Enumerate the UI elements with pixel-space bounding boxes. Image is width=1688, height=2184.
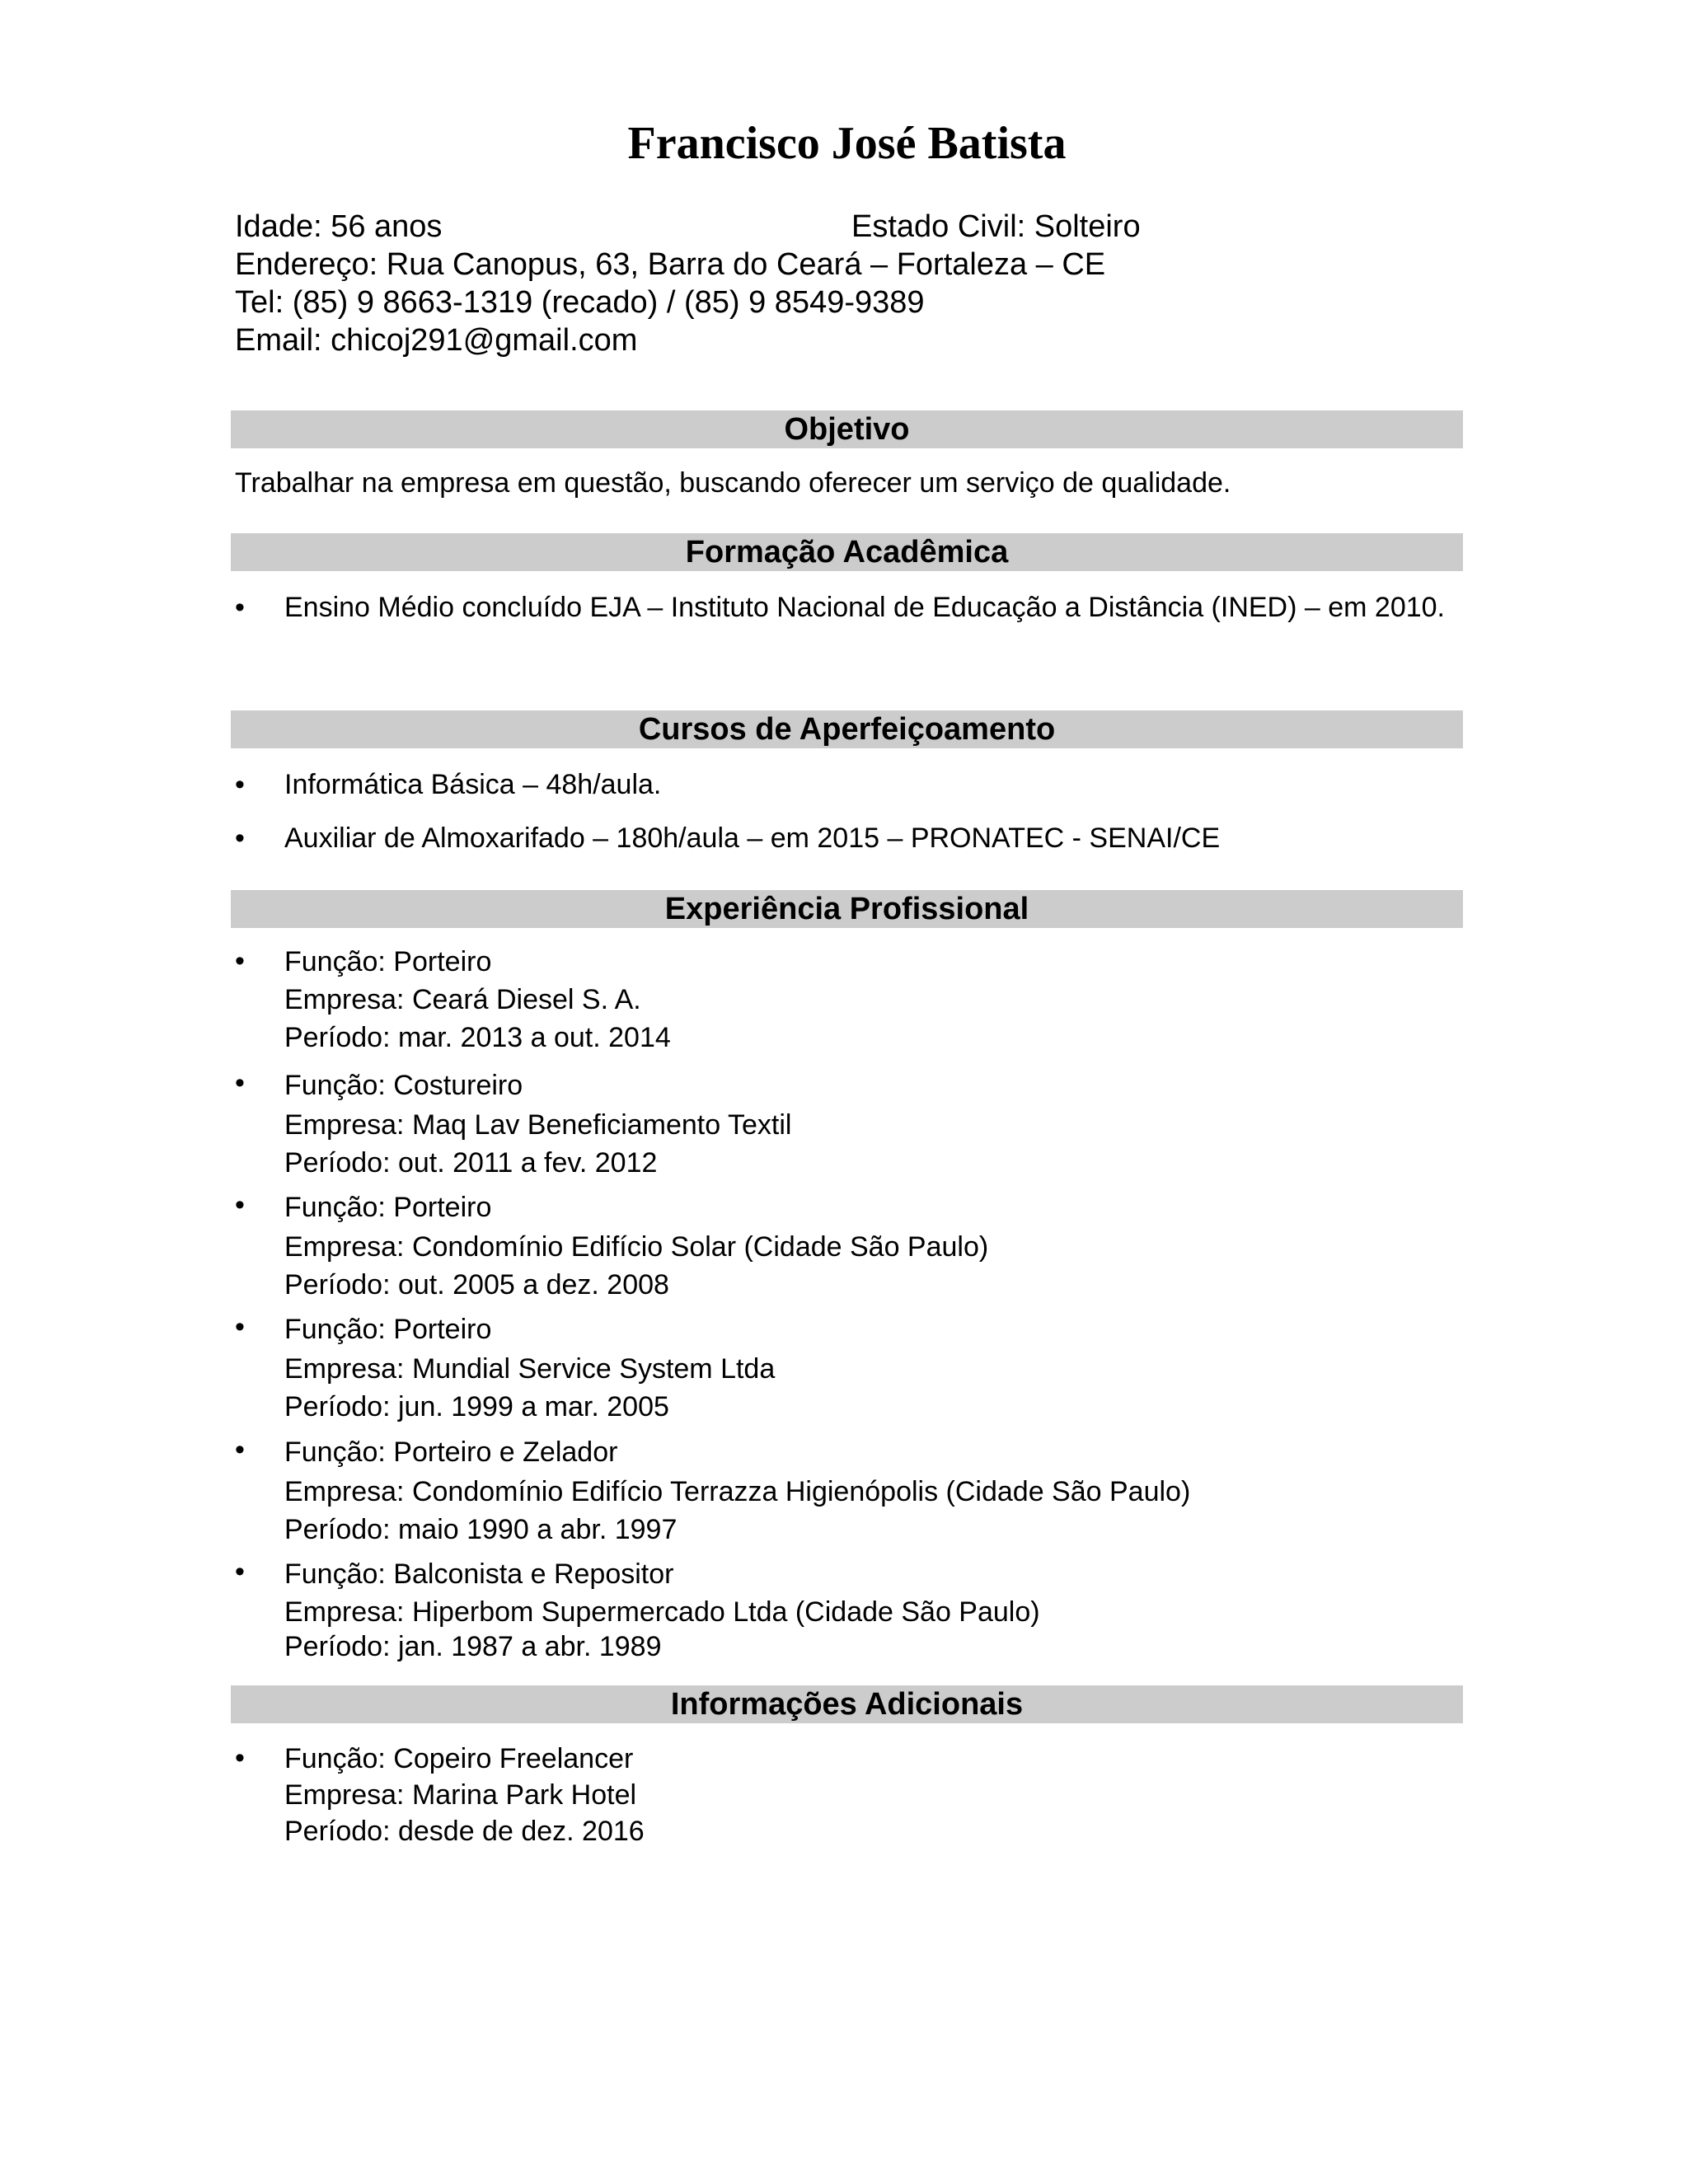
experience-period: Período: out. 2005 a dez. 2008 — [284, 1269, 669, 1301]
experience-company: Empresa: Maq Lav Beneficiamento Textil — [284, 1109, 792, 1141]
marital-status-text: Estado Civil: Solteiro — [851, 209, 1141, 244]
bullet-icon: • — [235, 1311, 245, 1343]
bullet-icon: • — [235, 945, 245, 977]
additional-period: Período: desde de dez. 2016 — [284, 1816, 645, 1847]
bullet-icon: • — [235, 1556, 245, 1587]
bullet-icon: • — [235, 769, 245, 800]
experience-company: Empresa: Mundial Service System Ltda — [284, 1353, 776, 1385]
experience-role: Função: Porteiro — [284, 946, 492, 977]
bullet-icon: • — [235, 592, 245, 623]
experience-period: Período: jan. 1987 a abr. 1989 — [284, 1631, 662, 1662]
course-item: Informática Básica – 48h/aula. — [284, 769, 662, 800]
experience-company: Empresa: Condomínio Edifício Terrazza Higienópolis (Cidade São Paulo) — [284, 1476, 1191, 1507]
experience-period: Período: jun. 1999 a mar. 2005 — [284, 1391, 669, 1422]
experience-item — [284, 944, 671, 1056]
experience-company: Empresa: Hiperbom Supermercado Ltda (Cidade São Paulo) — [284, 1596, 1040, 1628]
course-item: Auxiliar de Almoxarifado – 180h/aula – em 2015 – PRONATEC - SENAI/CE — [284, 823, 1221, 854]
email-text: Email: chicoj291@gmail.com — [235, 323, 638, 358]
experience-item — [284, 1066, 791, 1181]
address-text: Endereço: Rua Canopus, 63, Barra do Ceará – Fortaleza – CE — [235, 247, 1106, 282]
experience-company: Empresa: Ceará Diesel S. A. — [284, 984, 641, 1015]
bullet-icon: • — [235, 1742, 245, 1774]
experience-item — [284, 1432, 1190, 1548]
experience-heading: Experiência Profissional — [231, 890, 1463, 928]
additional-company: Empresa: Marina Park Hotel — [284, 1779, 637, 1811]
person-name: Francisco José Batista — [627, 118, 1067, 169]
experience-role: Função: Porteiro — [284, 1192, 492, 1223]
bullet-icon: • — [235, 823, 245, 854]
experience-item — [284, 1554, 1040, 1663]
experience-company: Empresa: Condomínio Edifício Solar (Cidade São Paulo) — [284, 1231, 989, 1263]
experience-role: Função: Balconista e Repositor — [284, 1558, 674, 1590]
experience-role: Função: Costureiro — [284, 1070, 523, 1101]
experience-period: Período: out. 2011 a fev. 2012 — [284, 1147, 658, 1179]
bullet-icon: • — [235, 1434, 245, 1465]
experience-role: Função: Porteiro — [284, 1314, 492, 1345]
education-item: Ensino Médio concluído EJA – Instituto Nacional de Educação a Distância (INED) – em 2010. — [284, 592, 1445, 623]
additional-role: Função: Copeiro Freelancer — [284, 1743, 634, 1774]
experience-item — [284, 1310, 775, 1425]
age-text: Idade: 56 anos — [235, 209, 443, 244]
bullet-icon: • — [235, 1067, 245, 1099]
experience-item — [284, 1188, 988, 1303]
objective-heading: Objetivo — [231, 410, 1463, 448]
additional-heading: Informações Adicionais — [231, 1685, 1463, 1723]
experience-role: Função: Porteiro e Zelador — [284, 1436, 618, 1468]
phone-text: Tel: (85) 9 8663-1319 (recado) / (85) 9 8549-9389 — [235, 285, 925, 320]
bullet-icon: • — [235, 1189, 245, 1221]
experience-period: Período: maio 1990 a abr. 1997 — [284, 1514, 678, 1545]
objective-text: Trabalhar na empresa em questão, buscando oferecer um serviço de qualidade. — [235, 467, 1231, 499]
education-heading: Formação Acadêmica — [231, 533, 1463, 571]
additional-item — [284, 1741, 645, 1849]
experience-period: Período: mar. 2013 a out. 2014 — [284, 1022, 671, 1053]
courses-heading: Cursos de Aperfeiçoamento — [231, 710, 1463, 748]
